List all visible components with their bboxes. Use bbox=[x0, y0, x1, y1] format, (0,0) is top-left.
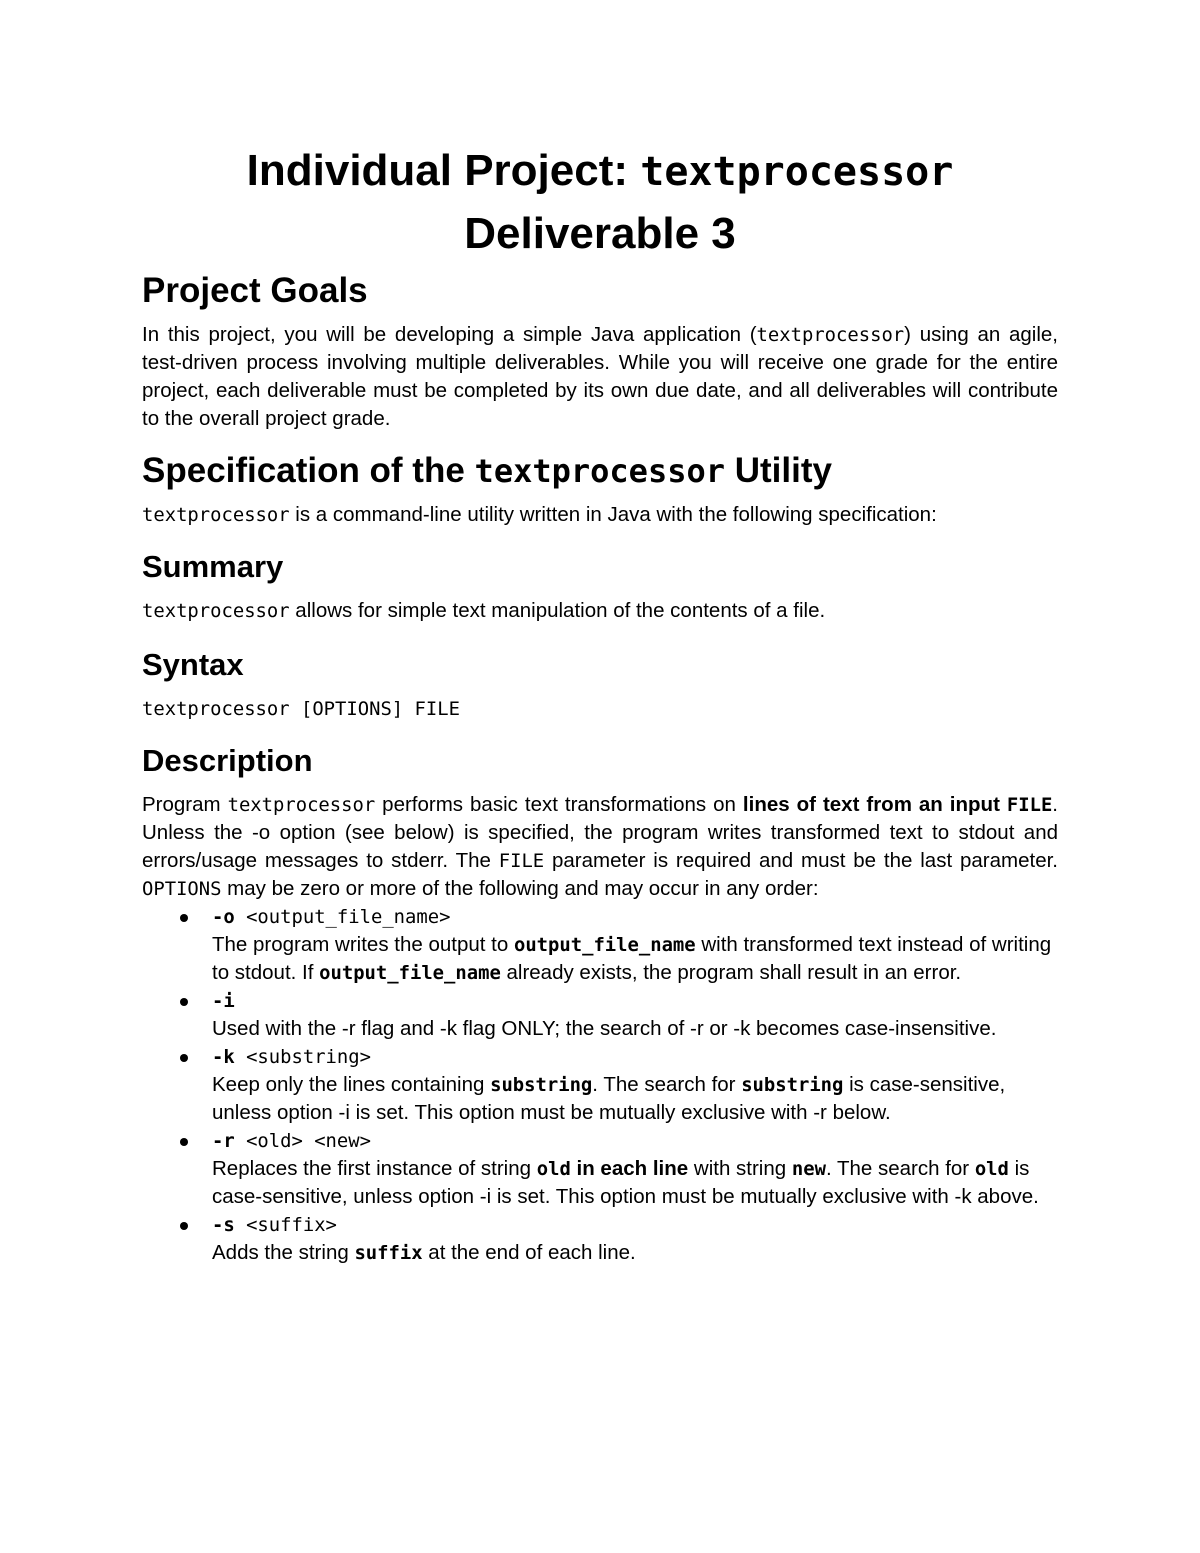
desc-text-1: Program bbox=[142, 793, 228, 816]
summary-text: allows for simple text manipulation of the contents of a file. bbox=[289, 599, 826, 622]
option-r-desc-4: is case-sensitive, unless option -i is set. This option must be mutually exclusive with -k above. bbox=[212, 1157, 1039, 1208]
option-k-desc-2: . The search for bbox=[592, 1073, 742, 1096]
desc-text-2: performs basic text transformations on bbox=[375, 793, 743, 816]
specification-heading bbox=[142, 447, 1058, 495]
summary-heading: Summary bbox=[142, 549, 284, 584]
option-r-code-2: new bbox=[791, 1158, 826, 1180]
spec-heading-prefix: Specification of the bbox=[142, 451, 475, 490]
option-r-code-3: old bbox=[974, 1158, 1009, 1180]
title-deliverable: Deliverable 3 bbox=[464, 209, 736, 258]
option-k-flag: -k bbox=[212, 1046, 235, 1068]
option-o-desc-1: The program writes the output to bbox=[212, 933, 514, 956]
desc-bold-code: FILE bbox=[1006, 794, 1053, 816]
option-k-signature bbox=[212, 1046, 371, 1068]
option-o-arg: <output_file_name> bbox=[234, 906, 451, 928]
option-s bbox=[142, 1211, 1058, 1267]
bullet-icon bbox=[180, 914, 188, 922]
desc-text-4: parameter is required and must be the last parameter. bbox=[544, 849, 1058, 872]
option-s-code-1: suffix bbox=[354, 1242, 423, 1264]
desc-code-3: OPTIONS bbox=[142, 878, 222, 900]
option-r-desc-2: with string bbox=[688, 1157, 792, 1180]
bullet-icon bbox=[180, 1138, 188, 1146]
syntax-heading: Syntax bbox=[142, 647, 244, 682]
option-s-arg: <suffix> bbox=[234, 1214, 337, 1236]
option-o-code-2: output_file_name bbox=[319, 962, 501, 984]
bullet-icon bbox=[180, 1054, 188, 1062]
summary-paragraph bbox=[142, 597, 1058, 625]
option-s-flag: -s bbox=[212, 1214, 235, 1236]
option-s-signature bbox=[212, 1214, 337, 1236]
option-r-signature bbox=[212, 1130, 371, 1152]
project-goals-heading: Project Goals bbox=[142, 271, 368, 310]
desc-code-1: textprocessor bbox=[227, 794, 376, 816]
option-k bbox=[142, 1043, 1058, 1127]
option-i-flag: -i bbox=[212, 990, 235, 1012]
spec-heading-code: textprocessor bbox=[474, 452, 725, 490]
option-o bbox=[142, 903, 1058, 987]
desc-text-3: . Unless the -o option (see below) is specified, the program writes transformed text to stdout and errors/usage messages to stderr. The bbox=[142, 793, 1058, 872]
option-k-desc-3: is case-sensitive, unless option -i is set. This option must be mutually exclusive with -r below. bbox=[212, 1073, 1006, 1124]
goals-code: textprocessor bbox=[756, 324, 905, 346]
project-goals-paragraph bbox=[142, 321, 1058, 433]
option-s-desc-1: Adds the string bbox=[212, 1241, 355, 1264]
option-r-bold-1: in each line bbox=[570, 1157, 689, 1180]
specification-paragraph bbox=[142, 501, 1058, 529]
summary-code: textprocessor bbox=[142, 600, 290, 622]
option-k-code-2: substring bbox=[741, 1074, 844, 1096]
option-k-arg: <substring> bbox=[234, 1046, 371, 1068]
option-o-desc-3: already exists, the program shall result in an error. bbox=[500, 961, 962, 984]
description-heading: Description bbox=[142, 743, 313, 778]
desc-bold-1: lines of text from an input bbox=[742, 793, 1007, 816]
syntax-code: textprocessor [OPTIONS] FILE bbox=[142, 698, 460, 720]
desc-text-5: may be zero or more of the following and may occur in any order: bbox=[221, 877, 819, 900]
title-code: textprocessor bbox=[640, 149, 954, 195]
spec-code: textprocessor bbox=[142, 504, 290, 526]
option-o-flag: -o bbox=[212, 906, 235, 928]
option-r-code-1: old bbox=[536, 1158, 571, 1180]
option-r-flag: -r bbox=[212, 1130, 235, 1152]
option-k-code-1: substring bbox=[490, 1074, 593, 1096]
option-r-desc-3: . The search for bbox=[825, 1157, 975, 1180]
spec-heading-suffix: Utility bbox=[725, 451, 832, 490]
option-o-desc-2: with transformed text instead of writing to stdout. If bbox=[212, 933, 1052, 984]
document-title bbox=[142, 140, 1058, 265]
bullet-icon bbox=[180, 1222, 188, 1230]
goals-text-2: ) using an agile, test-driven process involving multiple deliverables. While you will receive one grade for the entire project, each deliverable must be completed by its own due date, and all deliverables will contribute to the overall project grade. bbox=[142, 323, 1058, 430]
option-i-desc: Used with the -r flag and -k flag ONLY; the search of -r or -k becomes case-insensitive. bbox=[212, 1017, 997, 1040]
option-r-desc-1: Replaces the first instance of string bbox=[212, 1157, 537, 1180]
option-o-code-1: output_file_name bbox=[513, 934, 696, 956]
option-i bbox=[142, 987, 1058, 1043]
bullet-icon bbox=[180, 998, 188, 1006]
description-paragraph bbox=[142, 791, 1058, 903]
option-s-desc-2: at the end of each line. bbox=[422, 1241, 636, 1264]
desc-code-2: FILE bbox=[498, 850, 545, 872]
option-o-signature bbox=[212, 906, 450, 928]
syntax-line bbox=[142, 695, 1058, 723]
title-prefix: Individual Project: bbox=[246, 146, 641, 195]
option-r-arg: <old> <new> bbox=[234, 1130, 371, 1152]
goals-text-1: In this project, you will be developing a simple Java application ( bbox=[142, 323, 757, 346]
spec-text: is a command-line utility written in Java with the following specification: bbox=[289, 503, 937, 526]
options-list bbox=[142, 903, 1058, 1267]
option-k-desc-1: Keep only the lines containing bbox=[212, 1073, 491, 1096]
option-r bbox=[142, 1127, 1058, 1211]
document-page bbox=[142, 140, 1058, 1267]
